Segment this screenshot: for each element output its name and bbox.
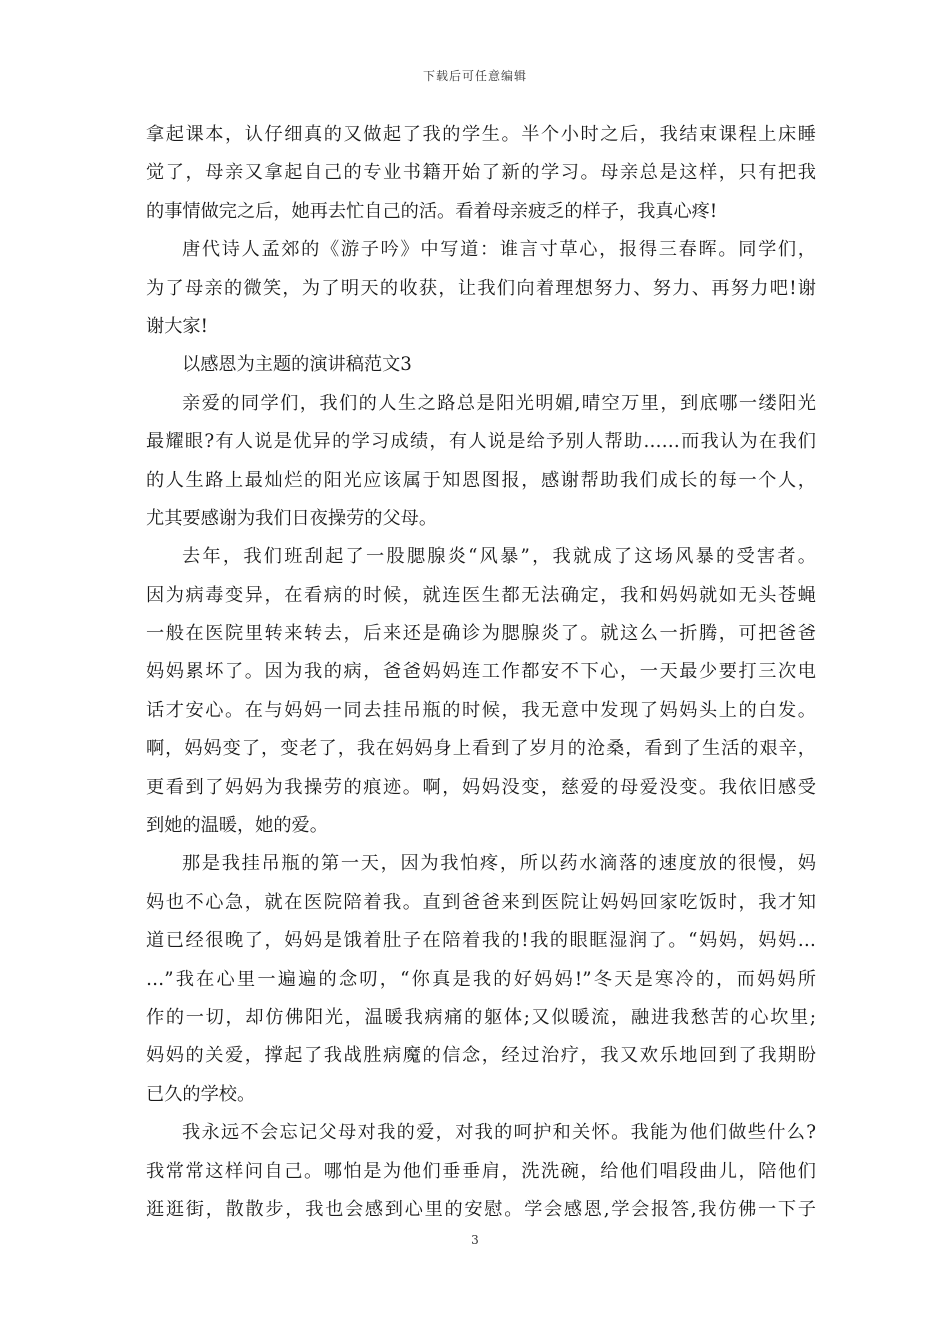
text-line: 妈妈的关爱，撑起了我战胜病魔的信念，经过治疗，我又欢乐地回到了我期盼 xyxy=(146,1045,816,1067)
text-line: 逛逛街，散散步，我也会感到心里的安慰。学会感恩,学会报答,我仿佛一下子 xyxy=(146,1198,816,1220)
text-line: 话才安心。在与妈妈一同去挂吊瓶的时候，我无意中发现了妈妈头上的白发。 xyxy=(146,699,816,721)
text-line: …”我在心里一遍遍的念叨，“你真是我的好妈妈!”冬天是寒冷的，而妈妈所 xyxy=(146,968,816,990)
text-line: 去年，我们班刮起了一股腮腺炎“风暴”，我就成了这场风暴的受害者。 xyxy=(182,546,816,568)
text-line: 的事情做完之后，她再去忙自己的活。看着母亲疲乏的样子，我真心疼! xyxy=(146,200,718,222)
text-line: 到她的温暖，她的爱。 xyxy=(146,815,328,837)
text-line: 拿起课本，认仔细真的又做起了我的学生。半个小时之后，我结束课程上床睡 xyxy=(146,124,816,145)
section-heading: 以感恩为主题的演讲稿范文3 xyxy=(182,354,412,376)
text-line: 亲爱的同学们，我们的人生之路总是阳光明媚,晴空万里，到底哪一缕阳光 xyxy=(182,392,816,414)
text-line: 道已经很晚了，妈妈是饿着肚子在陪着我的!我的眼眶湿润了。“妈妈，妈妈… xyxy=(146,930,816,952)
text-line: 作的一切，却仿佛阳光，温暖我病痛的躯体;又似暖流，融进我愁苦的心坎里; xyxy=(146,1006,816,1028)
text-line: 妈妈累坏了。因为我的病，爸爸妈妈连工作都安不下心，一天最少要打三次电 xyxy=(146,661,816,683)
text-line: 我永远不会忘记父母对我的爱，对我的呵护和关怀。我能为他们做些什么? xyxy=(182,1122,816,1144)
text-line: 谢大家! xyxy=(146,315,208,337)
text-line: 一般在医院里转来转去，后来还是确诊为腮腺炎了。就这么一折腾，可把爸爸 xyxy=(146,623,816,645)
text-line: 妈也不心急，就在医院陪着我。直到爸爸来到医院让妈妈回家吃饭时，我才知 xyxy=(146,891,816,913)
text-line: 我常常这样问自己。哪怕是为他们垂垂肩，洗洗碗，给他们唱段曲儿，陪他们 xyxy=(146,1160,816,1182)
text-line: 更看到了妈妈为我操劳的痕迹。啊，妈妈没变，慈爱的母爱没变。我依旧感受 xyxy=(146,776,816,798)
text-line: 觉了，母亲又拿起自己的专业书籍开始了新的学习。母亲总是这样，只有把我 xyxy=(146,162,816,184)
text-line: 最耀眼?有人说是优异的学习成绩，有人说是给予别人帮助……而我认为在我们 xyxy=(146,431,816,453)
text-line: 为了母亲的微笑，为了明天的收获，让我们向着理想努力、努力、再努力吧!谢 xyxy=(146,277,816,299)
text-line: 因为病毒变异，在看病的时候，就连医生都无法确定，我和妈妈就如无头苍蝇 xyxy=(146,584,816,606)
page-number: 3 xyxy=(471,1233,479,1247)
text-line: 啊，妈妈变了，变老了，我在妈妈身上看到了岁月的沧桑，看到了生活的艰辛， xyxy=(146,738,816,760)
text-line: 的人生路上最灿烂的阳光应该属于知恩图报，感谢帮助我们成长的每一个人， xyxy=(146,469,816,491)
text-line: 那是我挂吊瓶的第一天，因为我怕疼，所以药水滴落的速度放的很慢，妈 xyxy=(182,853,816,875)
page-header: 下载后可任意编辑 xyxy=(422,69,527,83)
document-body xyxy=(146,116,816,1229)
text-line: 已久的学校。 xyxy=(146,1083,256,1105)
text-line: 唐代诗人孟郊的《游子吟》中写道：谁言寸草心，报得三春晖。同学们， xyxy=(182,239,816,261)
text-line: 尤其要感谢为我们日夜操劳的父母。 xyxy=(146,507,438,529)
